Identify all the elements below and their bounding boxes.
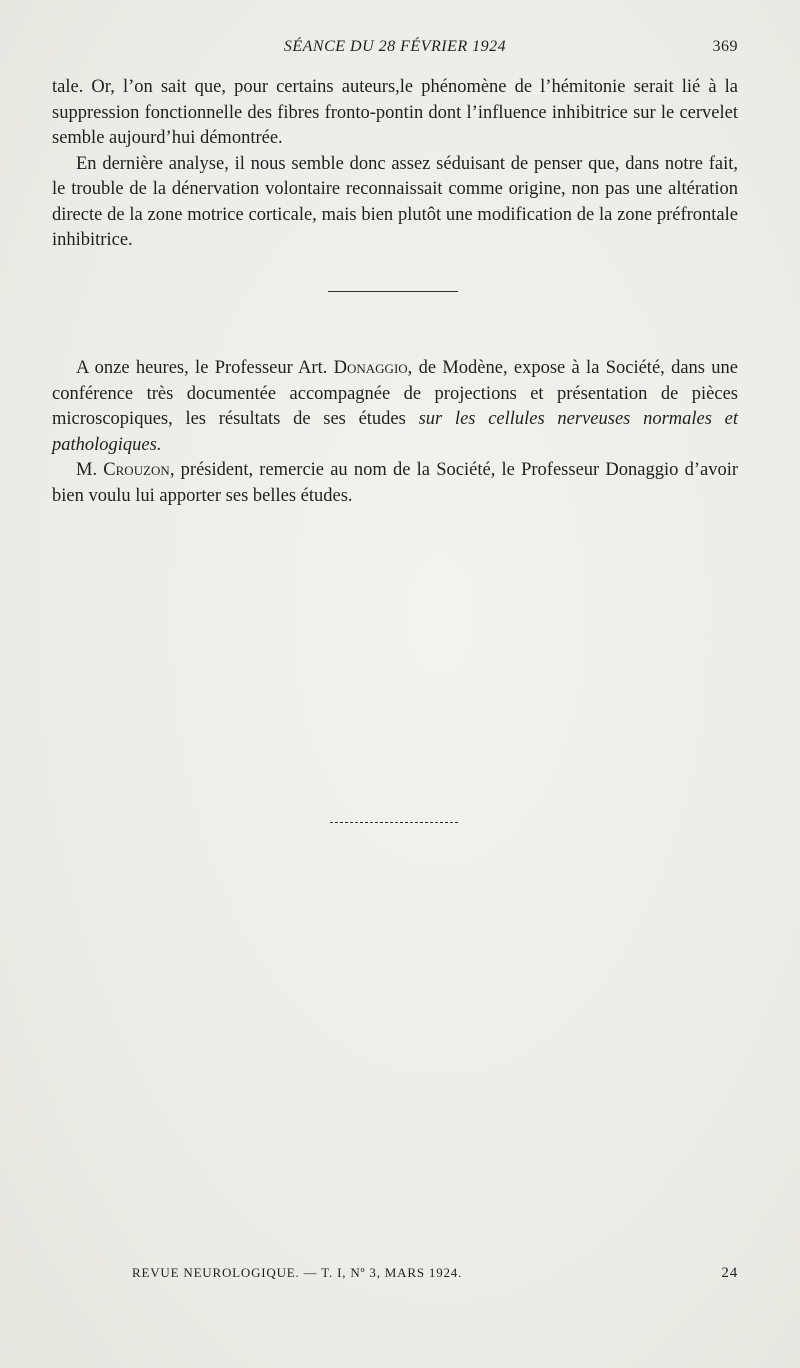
paragraph-4-part1: M. [76,460,104,480]
page-number: 369 [712,38,738,55]
section-divider [328,291,458,292]
paragraph-2: En dernière analyse, il nous semble donc assez séduisant de penser que, dans notre fait, le trouble de la dénervation volontaire reconnaissait comme origine, non pas une altération directe de la zone motrice corticale, mais bien plutôt une modification de la zone préfrontale inhibitrice. [52,153,738,250]
name-donaggio: Donaggio [333,358,408,378]
text-block-session [52,356,738,509]
header-title: SÉANCE DU 28 FÉVRIER 1924 [283,38,507,55]
name-crouzon: Crouzon [103,460,170,480]
paragraph-3 [52,356,738,458]
lecture-title: sur les cellules nerveuses normales et pathologiques. [52,409,738,455]
end-divider [330,822,458,823]
paragraph-1: tale. Or, l’on sait que, pour certains auteurs,le phénomène de l’hémitonie serait lié à la suppression fonctionnelle des fibres fronto-pontin dont l’influence inhibitrice sur le cervelet semble aujourd’hui démontrée. [52,77,738,148]
text-block-conclusion [52,75,738,254]
paragraph-4-part2: , président, remercie au nom de la Société, le Professeur Donaggio d’avoir bien voulu lui apporter ses belles études. [52,460,739,506]
paragraph-3-part2: , de Modène, expose à la Société, dans une conférence très documentée accompagnée de projections et présentation de pièces microscopiques, les résultats de ses études [52,358,738,429]
paragraph-3-part1: A onze heures, le Professeur Art. [76,358,334,378]
footer-journal: REVUE NEUROLOGIQUE. — T. I, Nº 3, MARS 1924. [132,1265,463,1280]
footer-signature: 24 [721,1265,738,1281]
paragraph-4 [52,458,738,509]
running-header [52,38,738,62]
